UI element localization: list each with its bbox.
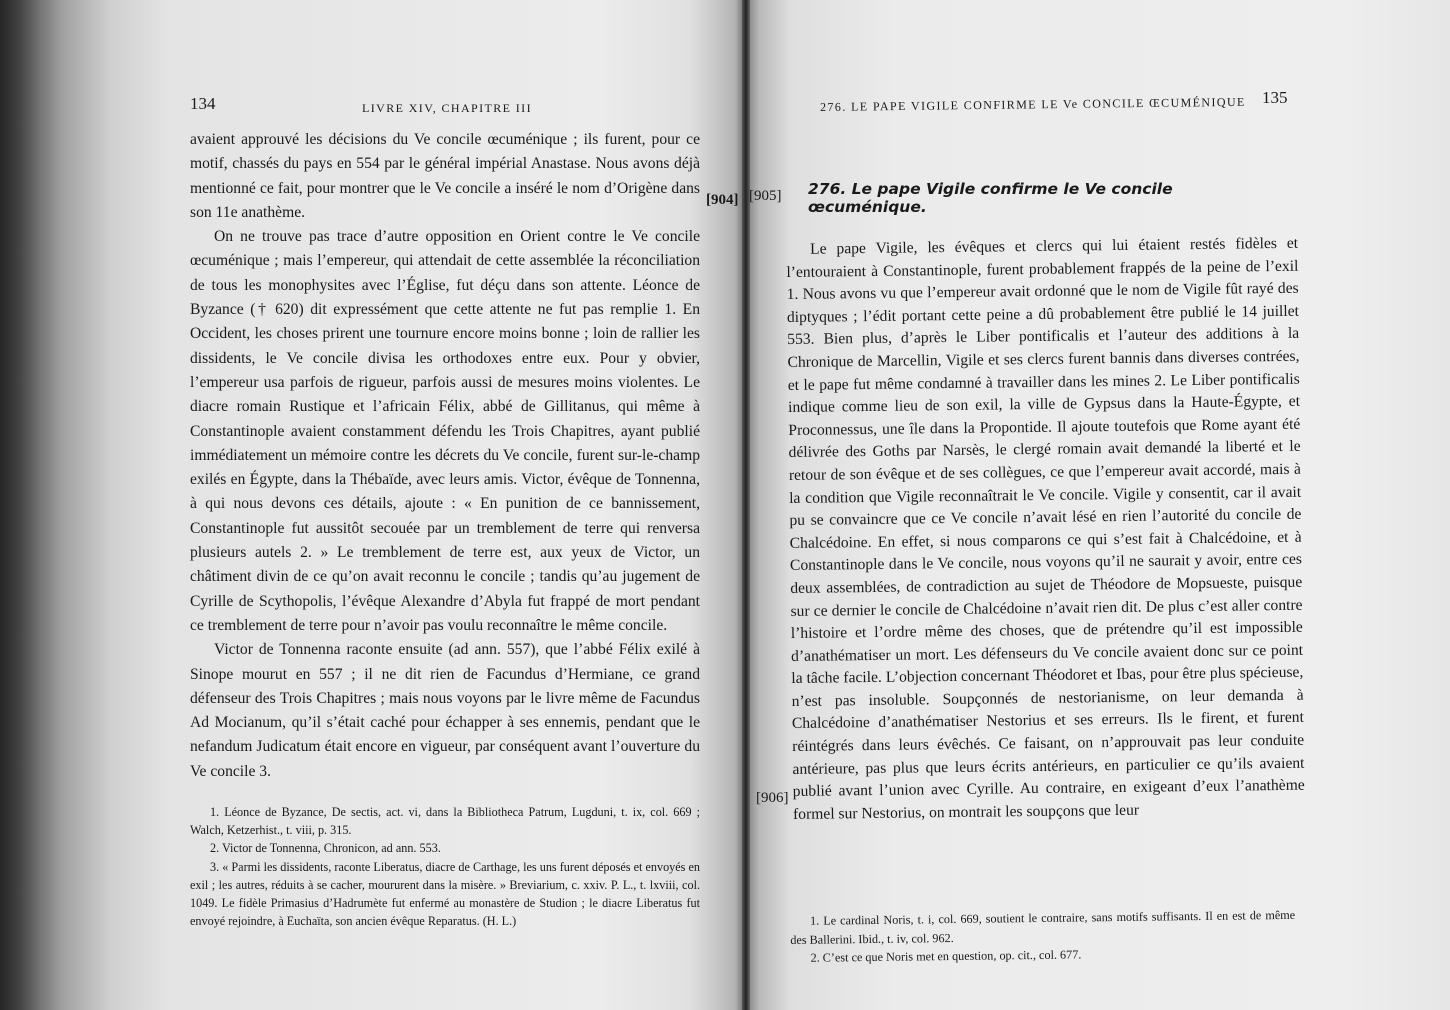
paragraph: Le pape Vigile, les évêques et clercs qui lui étaient restés fidèles et l’entouraient à Constantinople, furent probablement frappés de la peine de l’exil 1. Nous avons vu que l’empereur avait ordonné que le nom de Vigile fût rayé des diptyques ; l’édit portant cette peine a dû probablement être publié le 14 juillet 553. Bien plus, d’après le Liber pontificalis et l’auteur des additions à la Chronique de Marcellin, Vigile et ses clercs furent bannis dans diverses contrées, et le pape fut même condamné à travailler dans les mines 2. Le Liber pontificalis indique comme lieu de son exil, la ville de Gypsus dans la Haute-Égypte, et Proconnessus, une île dans la Propontide. Il ajoute toutefois que Rome ayant été délivrée des Goths par Narsès, le clergé romain avait demandé la liberté et le retour de son évêque et de ses collègues, ce que l’empereur avait accordé, mais à la condition que Vigile reconnaîtrait le Ve concile. Vigile y consentit, car il avait pu se convaincre que ce Ve concile n’avait lésé en rien l’autorité du concile de Chalcédoine. En effet, si nous comparons ce qui s’est fait à Chalcédoine, et à Constantinople dans le Ve concile, nous voyons qu’il ne saurait y avoir, entre ces deux assemblées, de contradiction au sujet de Théodore de Mopsueste, puisque sur ce dernier le concile de Chalcédoine n’avait rien dit. De plus c’est aller contre l’histoire et l’ordre même des choses, que de prétendre qu’il est impossible d’anathématiser un mort. Les défenseurs du Ve concile avaient donc sur ce point la tâche facile. L’objection concernant Théodoret et Ibas, pour être plus spécieuse, n’est pas insoluble. Soupçonnés de nestorianisme, on leur demanda à Chalcédoine d’anathématiser Nestorius et ses erreurs. Ils le firent, et furent réintégrés dans leurs évêchés. Ce faisant, on n’approuvait pas leur conduite antérieure, pas plus que leurs écrits antérieurs, en particulier ce qu’ils avaient publié avant l’union avec Cyrille. Au contraire, en exigeant d’eux l’anathème formel sur Nestorius, on montrait les soupçons que leur bbox=[786, 234, 1305, 823]
paragraph: Victor de Tonnenna raconte ensuite (ad ann. 557), que l’abbé Félix exilé à Sinope mourut en 557 ; il ne dit rien de Facundus d’Hermiane, ce grand défenseur des Trois Chapitres ; mais nous voyons par le livre même de Facundus Ad Mocianum, qu’il s’était caché pour échapper à ses ennemis, pendant que le nefandum Judicatum était encore en vigueur, par conséquent avant l’ouverture du Ve concile 3. bbox=[190, 641, 700, 780]
footnote: 1. Le cardinal Noris, t. i, col. 669, soutient le contraire, sans motifs suffisants. Il en est de même des Ballerini. Ibid., t. iv, col. 962. bbox=[790, 907, 1296, 947]
paragraph: avaient approuvé les décisions du Ve concile œcuménique ; ils furent, pour ce motif, chassés du pays en 554 par le général impérial Anastase. Nous avons déjà mentionné ce fait, pour montrer que le Ve concile a inséré le nom d’Origène dans son 11e anathème. bbox=[190, 131, 700, 221]
page-shadow bbox=[0, 0, 60, 1010]
footnote: 2. C’est ce que Noris met en question, op. cit., col. 677. bbox=[810, 947, 1082, 965]
left-footnotes bbox=[190, 803, 700, 930]
margin-ref: [905] bbox=[749, 188, 782, 204]
left-body-text bbox=[190, 128, 700, 784]
margin-ref: [906] bbox=[756, 790, 789, 806]
footnote: 3. « Parmi les dissidents, raconte Liberatus, diacre de Carthage, les uns furent déposés et envoyés en exil ; les autres, réduits à se cacher, moururent dans la misère. » Breviarium, c. xxiv. P. L., t. lxviii, col. 1049. Le fidèle Primasius d’Hadrumète fut enfermé au monastère de Studion ; le diacre Liberatus fut envoyé rejoindre, à Euchaïta, son ancien évêque Reparatus. (H. L.) bbox=[190, 859, 700, 929]
right-body-text bbox=[786, 233, 1305, 827]
right-footnotes bbox=[790, 906, 1296, 968]
section-title: 276. Le pape Vigile confirme le Ve concile œcuménique. bbox=[808, 180, 1173, 216]
footnote: 1. Léonce de Byzance, De sectis, act. vi, dans la Bibliotheca Patrum, Lugduni, t. ix, col. 669 ; Walch, Ketzerhist., t. viii, p. 315. bbox=[190, 805, 700, 838]
left-running-head: LIVRE XIV, CHAPITRE III bbox=[362, 101, 532, 115]
right-running-head: 276. LE PAPE VIGILE CONFIRME LE Ve CONCILE ŒCUMÉNIQUE bbox=[820, 94, 1246, 114]
right-page-number: 135 bbox=[1262, 88, 1288, 107]
left-page-number: 134 bbox=[190, 94, 216, 113]
footnote: 2. Victor de Tonnenna, Chronicon, ad ann. 553. bbox=[210, 841, 441, 856]
book-gutter bbox=[742, 0, 750, 1010]
margin-ref: [904] bbox=[706, 192, 739, 208]
paragraph: On ne trouve pas trace d’autre opposition en Orient contre le Ve concile œcuménique ; mais l’empereur, qui attendait de cette assemblée la réconciliation de tous les monophysites avec l’Église, fut déçu dans son attente. Léonce de Byzance († 620) dit expressément que cette attente ne fut pas remplie 1. En Occident, les choses prirent une tournure encore moins bonne ; loin de rallier les dissidents, le Ve concile divisa les orthodoxes entre eux. Pour y obvier, l’empereur usa parfois de rigueur, parfois aussi de mesures moins violentes. Le diacre romain Rustique et l’africain Félix, abbé de Gillitanus, qui même à Constantinople avaient constamment défendu les Trois Chapitres, ayant publié immédiatement un mémoire contre les décrets du Ve concile, furent sur-le-champ exilés en Égypte, dans la Thébaïde, avec leurs amis. Victor, évêque de Tonnenna, à qui nous devons ces détails, ajoute : « En punition de ce bannissement, Constantinople fut aussitôt secouée par un tremblement de terre qui renversa plusieurs autels 2. » Le tremblement de terre est, aux yeux de Victor, un châtiment divin de ce qu’on avait reconnu le concile ; tandis qu’au jugement de Cyrille de Scythopolis, l’évêque Alexandre d’Abyla fut frappé de mort pendant ce tremblement de terre pour n’avoir pas voulu reconnaître le même concile. bbox=[190, 228, 700, 634]
